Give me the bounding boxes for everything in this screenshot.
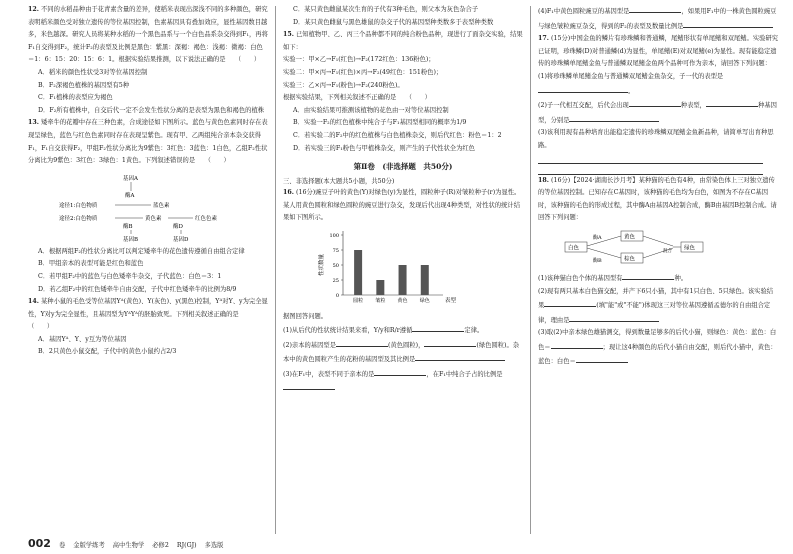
q12-option-d: D．F₂所有植株中，自交后代一定不会发生性状分离的是表型为黑色和褐色的植株 [38, 106, 265, 114]
answer-blank[interactable] [412, 323, 464, 332]
fig18-yellow: 黄色 [624, 234, 636, 241]
q15-experiment-1: 实验一：甲×乙→F₁(红色)→F₂(172红色：136粉色)； [283, 56, 435, 64]
answer-blank[interactable] [374, 367, 426, 376]
fig13-white-1: 途径1:白色物质 [59, 202, 98, 209]
q17-item-3: (3)该利用现有品种培育出能稳定遗传的珍珠鳞双尾鳍金鱼新品种，请简单写出育种思路。 [538, 129, 774, 149]
q17-item-1-tail: 。 [628, 87, 635, 95]
q17-number: 17. [538, 35, 549, 43]
fig13-gene-d: 基因D [173, 236, 189, 243]
cat-color-diagram [563, 228, 733, 268]
footer-volume: 必修2 [152, 542, 169, 549]
q16-item-4: (4)F₁中黄色圆粒豌豆的基因型是 [538, 8, 630, 15]
answer-line[interactable] [538, 153, 763, 164]
fig13-white-2: 途径2:白色物质 [59, 215, 98, 222]
answer-blank[interactable] [283, 381, 335, 390]
fig18-mix: 混合 [663, 248, 672, 254]
pigment-pathway-figure [53, 171, 243, 243]
fig13-enz-b: 酶B [123, 223, 133, 230]
column-1 [28, 4, 268, 532]
q13-option-c: C．若甲组F₂中的蓝色与白色矮牵牛杂交，子代蓝色：白色＝3：1 [38, 272, 222, 280]
fig13-enz-d: 酶D [173, 223, 183, 230]
q16-text: (16分)豌豆子叶的黄色(Y)对绿色(y)为显性，圆粒种子(R)对皱粒种子(r)为显性。某人用黄色圆粒和绿色圆粒的豌豆进行杂交，发现后代出现4种类型，对性状的统计结果如下图所示。 [283, 189, 521, 222]
bar-2 [399, 265, 407, 295]
fig13-yellow: 黄色素 [145, 215, 162, 222]
answer-blank[interactable] [622, 271, 674, 280]
q15-option-a: A．由实验结果可推测该植物的花色由一对等位基因控制 [293, 106, 449, 114]
section-title: 第Ⅱ卷 (非选择题 共50分) [353, 162, 453, 172]
q17-item-2: (2)子一代相互交配，后代会出现 [538, 102, 629, 110]
q18-item-3: (3)取(2)中亲本绿色雄猫测交，得到数量足够多的后代小猫，则绿色：黄色：蓝色：白色＝ [538, 329, 777, 351]
q17-item-2-tail: 种基因型，分别是 [538, 102, 777, 124]
q12-option-a: A．稻米的颜色性状受3对等位基因控制 [38, 68, 148, 76]
question-14 [28, 296, 268, 359]
q14-option-d: D．某只黄色雌鼠与黑色雄鼠的杂交子代的基因型种类数多于表型种类数 [293, 18, 494, 26]
q16-item-2-mid: (黄色圆粒)， [388, 341, 425, 349]
column-2 [283, 4, 523, 532]
answer-blank[interactable] [336, 338, 388, 347]
q13-option-b: B．甲组亲本的表型可能是红色和蓝色 [38, 260, 144, 268]
page-footer [28, 537, 223, 550]
q13-option-d: D．若乙组F₂中的红色矮牵牛自由交配，子代中红色矮牵牛的比例为8/9 [38, 285, 237, 293]
section-part: 三、非选择题(本大题共5小题，共50分) [283, 178, 395, 186]
pathway-diagram [53, 171, 243, 243]
q15-option-c: C．若实验二的F₂中的红色植株与白色植株杂交，则后代红色：粉色＝1：2 [293, 131, 502, 139]
footer-version: RJ(GJ) [176, 542, 197, 549]
q16-item-3: (3)在F₁中，表型不同于亲本的是 [283, 370, 375, 378]
answer-blank[interactable] [576, 354, 628, 363]
q17-item-2-mid: 种表型， [680, 102, 706, 110]
q18-text: (16分)【2024·湖南长沙月考】某种猫的毛色有4种，由常染色体上三对独立遗传的等位基因控制。已知存在C基因时，该种猫的毛色均为白色，如图为不存在C基因时，该种猫的毛色的形成过程，其中酶A由基因A控制合成，酶B由基因B控制合成。请回答下列问题： [538, 176, 777, 222]
fig13-red: 红色色素 [195, 215, 218, 222]
x-tick-label: 皱粒 [375, 297, 386, 304]
fig13-gene-b: 基因B [123, 236, 139, 243]
y-tick-label: 0 [335, 292, 339, 299]
q15-text: 已知植物甲、乙、丙三个品种都不同的纯合粉色品种，现进行了面杂交实验，结果如下： [283, 31, 523, 51]
bar-0 [354, 250, 362, 295]
q18-item-1-tail: 种。 [674, 274, 688, 282]
answer-blank[interactable] [569, 313, 659, 322]
footer-subject: 高中生物学 [112, 542, 145, 549]
q16-item-2: (2)亲本的基因型是 [283, 341, 336, 349]
x-tick-label: 圆粒 [353, 297, 364, 304]
q18-item-1: (1)该种猫白色个体的基因型有 [538, 274, 623, 282]
q16-item-2-tail: (绿色圆粒)。杂本中的黄色圆粒产生的花粉的基因型及其比例是 [283, 341, 520, 364]
y-tick-label: 100 [329, 232, 339, 239]
q14-option-b: B．2只黄色小鼠交配，子代中的黄色小鼠约占2/3 [38, 348, 177, 356]
q15-option-b: B．实验一F₂的红色植株中纯合子与F₁基因型相同的概率为1/9 [293, 119, 467, 127]
answer-blank[interactable] [544, 298, 596, 307]
q14-number: 14. [28, 298, 39, 306]
q16-ask: 据图回答问题。 [283, 312, 328, 320]
q17-text: (15分)中国金鱼的鳞片有珍珠鳞和普通鳞，尾鳍形状有单尾鳍和双尾鳍。实验研究已证明，珍珠鳞(D)对普通鳞(d)为显性，单尾鳍(E)对双尾鳍(e)为显性。现有能稳定遗传的珍珠鳞单尾鳍金鱼与普通鳞双尾鳍金鱼两个品种可作为亲本，请回答下列问题： [538, 35, 778, 68]
answer-blank[interactable] [683, 19, 773, 28]
fig18-green: 绿色 [684, 245, 696, 252]
question-18 [538, 175, 778, 370]
footer-label: 卷 [58, 542, 66, 549]
answer-blank[interactable] [706, 98, 758, 107]
q13-option-a: A．根据两组F₂的性状分离比可以判定矮牵牛的花色遗传遵循自由组合定律 [38, 247, 245, 255]
question-14-continued [283, 4, 523, 29]
fig13-gene-a: 基因A [123, 175, 138, 182]
answer-blank[interactable] [424, 338, 476, 347]
q16-item-3-tail: ，在F₁中纯合子占的比例是 [426, 370, 503, 378]
column-3 [538, 4, 778, 532]
bar-1 [376, 280, 384, 295]
phenotype-bar-chart [283, 225, 483, 305]
y-tick-label: 50 [332, 262, 339, 269]
answer-blank[interactable] [629, 4, 681, 13]
q16-item-4-tail: ，如果用F₁中的一株黄色圆粒豌豆与绿色皱粒豌豆杂交，得到的F₂的表型及数量比例是 [538, 8, 777, 30]
q14-text: 某种小鼠的毛色受等位基因Yᴬ(黄色)、Y(灰色)、y(黑色)控制，Yᴬ对Y、y为完全显性，Y对y为完全显性，且基因型为YᴬYᴬ的胚胎致死。下列相关叙述正确的是 （ ） [28, 298, 268, 331]
answer-blank[interactable] [629, 98, 681, 107]
q12-number: 12. [28, 6, 39, 13]
q15-experiment-3: 实验三：乙×丙→F₁(粉色)→F₂(240粉色)。 [283, 81, 404, 89]
column-divider [530, 6, 531, 534]
q17-item-1: (1)将珍珠鳞单尾鳍金鱼与普通鳞双尾鳍金鱼杂交，子一代的表型是 [538, 72, 724, 80]
fig18-brown: 棕色 [624, 256, 636, 263]
fig18-enz-b: 酶B [593, 257, 602, 264]
q16-item-1: (1)从后代的性状统计结果来看，Y/y和R/r遵循 [283, 327, 413, 335]
q15-experiment-2: 实验二：甲×丙→F₁(红色)×丙→F₂(49红色：151粉色)； [283, 68, 443, 76]
q18-number: 18. [538, 176, 549, 184]
y-tick-label: 25 [332, 277, 339, 284]
column-divider [275, 6, 276, 534]
answer-line[interactable] [538, 164, 763, 175]
answer-blank[interactable] [415, 352, 505, 361]
q16-number: 16. [283, 189, 294, 197]
x-tick-label: 绿色 [419, 297, 430, 304]
question-16-continued [538, 4, 778, 33]
q18-item-2: (2)现有两只基本白色猫交配，并产下6只小猫，其中有1只白色、5只绿色。该实验结果 [538, 287, 774, 310]
q15-ask: 根据实验结果，下列相关叙述不正确的是 （ ） [283, 94, 431, 102]
q18-item-3-tail: ；现让这4种颜色的后代小猫自由交配，则后代小猫中，黄色：蓝色：白色＝ [538, 343, 777, 366]
fig18-white: 白色 [568, 245, 580, 252]
question-17 [538, 33, 778, 174]
x-tick-label: 黄色 [397, 297, 408, 304]
question-16 [283, 187, 523, 396]
q15-option-d: D．若实验三的F₁粉色与甲植株杂交，则产生的子代性状全为红色 [293, 144, 475, 152]
q14-option-a: A．基因Yᴬ、Y、y互为等位基因 [38, 335, 127, 343]
q15-number: 15. [283, 31, 294, 39]
q16-item-1-tail: 定律。 [464, 327, 484, 335]
question-12 [28, 4, 268, 117]
fig18-enz-a: 酶A [593, 234, 602, 241]
page-number: 002 [28, 537, 51, 550]
footer-type: 多选版 [204, 542, 224, 549]
answer-blank[interactable] [538, 84, 628, 93]
fig13-enz-a: 酶A [125, 192, 135, 199]
question-13 [28, 117, 268, 296]
bar-3 [421, 265, 429, 295]
y-tick-label: 75 [332, 247, 339, 254]
answer-blank[interactable] [569, 113, 659, 122]
question-15 [283, 29, 523, 155]
q12-option-c: C．F₁植株的表型应为褐色 [38, 94, 113, 102]
footer-book: 金版学练考 [73, 542, 105, 549]
cat-color-figure [563, 228, 753, 268]
x-axis-label: 表型 [445, 297, 457, 304]
q12-text: 不同的水稻品种由于花青素含量的差异，使稻米表现出深浅不同的多种颜色，研究表明稻米颜色受对独立遗传的等位基因控制，色素基因具有叠加效应，显性基因数目越多，米色越深。研究人员将某种水稻的一个黑色品系与一个白色品系杂交得到F₁，再将F₁自交得到F₂，统计F₂的表型及比例是黑色：紫黑：深褐：褐色：浅褐：微褐：白色＝1：6：15：20：15：6：1。根据实验结果推测，以下说法正确的是 （ ） [28, 6, 268, 64]
answer-blank[interactable] [551, 340, 603, 349]
y-axis-label: 性状数量 [319, 253, 325, 276]
q13-number: 13. [28, 119, 39, 127]
fig13-blue: 蓝色素 [153, 202, 170, 209]
q18-item-2-tail: (填"能"或"不能")体现这三对等位基因遵循孟德尔的自由组合定律，理由是 [538, 302, 771, 324]
q14-option-c: C．某只黄色雌鼠某次生育的子代有3种毛色，则父本为灰色杂合子 [293, 6, 479, 13]
q13-text: 矮牵牛的花瓣中存在三种色素，合成途径如下图所示。蓝色与黄色色素同时存在表现呈绿色，蓝色与红色色素同时存在表现呈紫色。现有甲、乙两组纯合亲本杂交获得F₁，F₁自交获得F₂，甲组F₂性状分离比为9紫色：3红色：3蓝色：1白色，乙组F₂性状分离比为9紫色：3红色：3绿色：1黄色。下列叙述错误的是 （ ） [28, 119, 268, 165]
q12-option-b: B．F₂深褐色植株的基因型有5种 [38, 81, 130, 89]
